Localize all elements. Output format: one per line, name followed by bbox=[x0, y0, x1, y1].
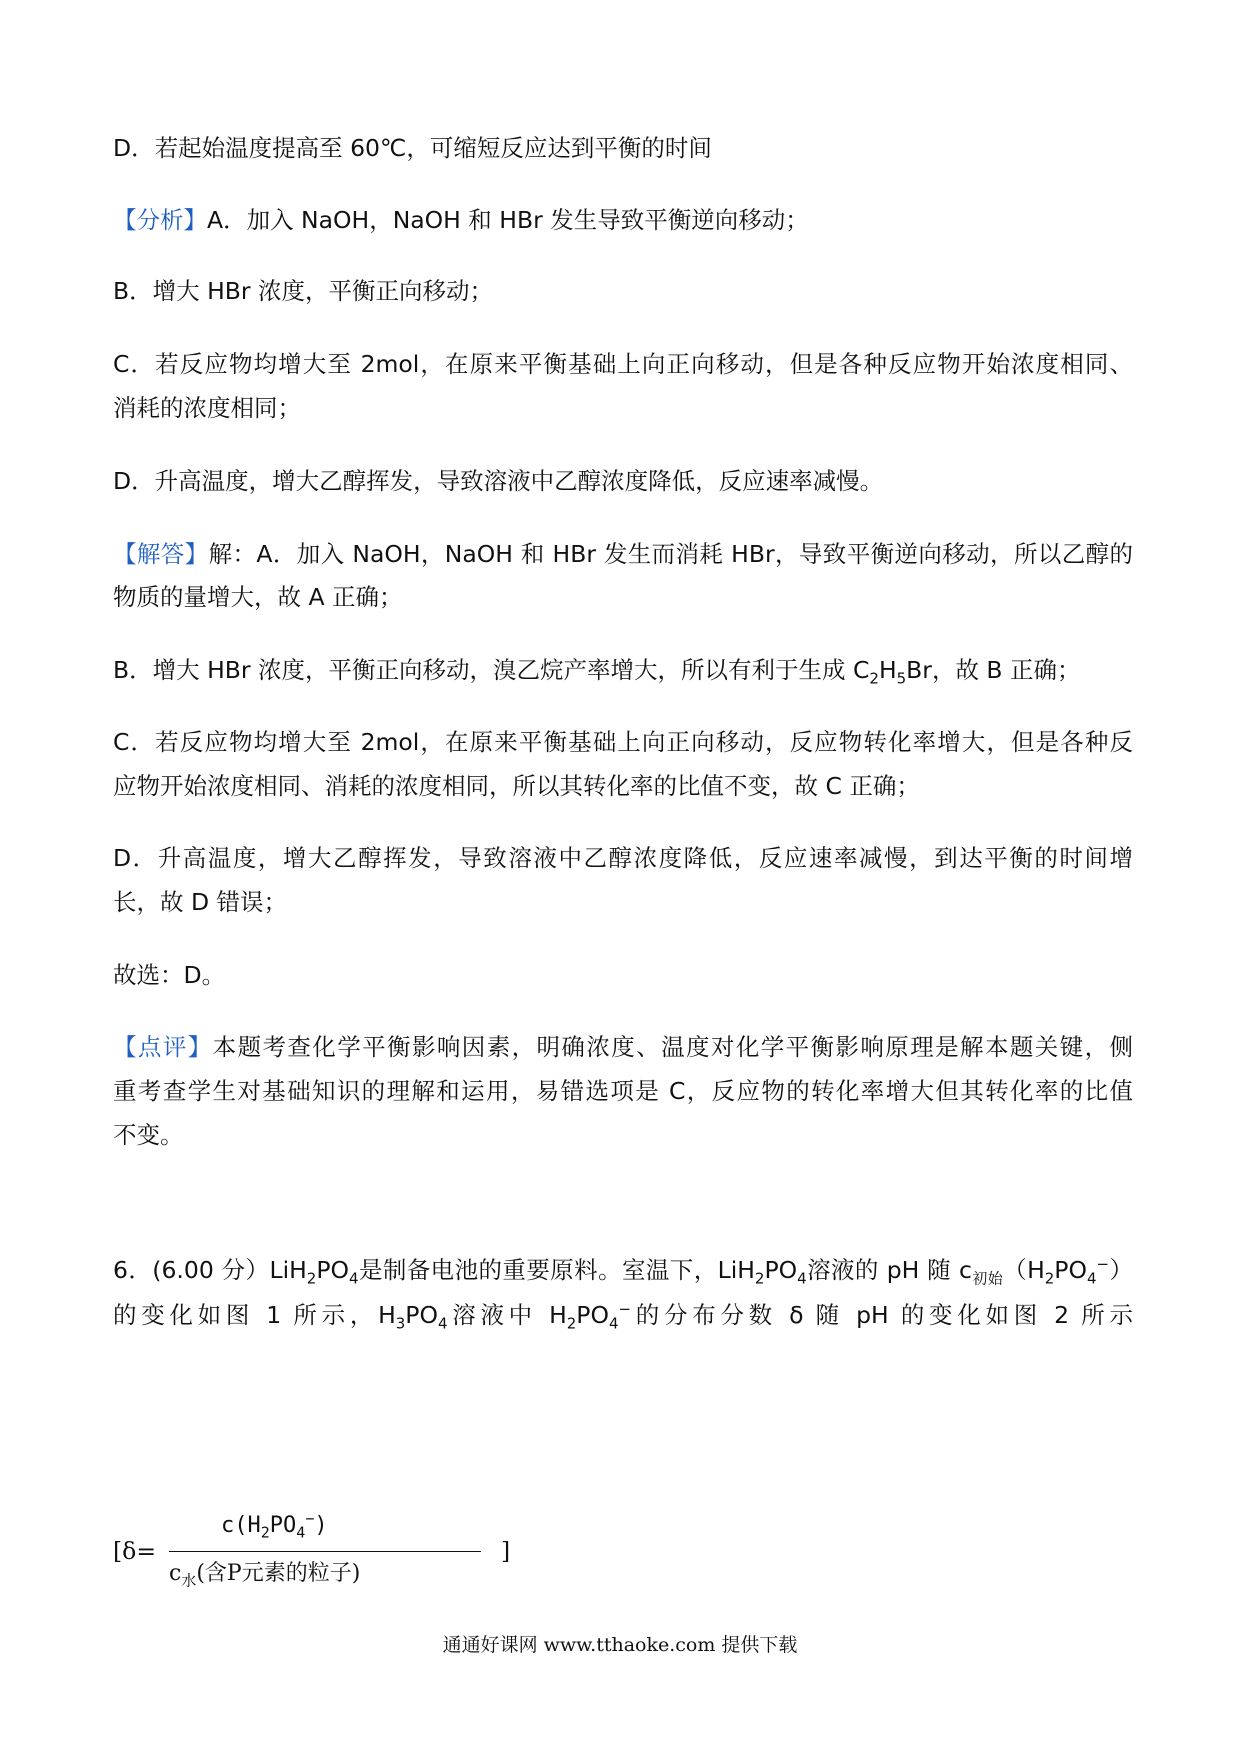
answer-line-1: 【解答】解：A．加入 NaOH，NaOH 和 HBr 发生而消耗 HBr，导致平衡逆向移动，所以乙醇的 bbox=[113, 540, 1134, 568]
formula-denominator: $c_水$(含P元素的粒子) bbox=[169, 1561, 361, 1590]
delta-formula bbox=[113, 1509, 533, 1590]
analysis-line-4: D．升高温度，增大乙醇挥发，导致溶液中乙醇浓度降低，反应速率减慢。 bbox=[113, 467, 884, 495]
comment-line-3: 不变。 bbox=[113, 1121, 184, 1149]
fraction-bar bbox=[169, 1551, 481, 1552]
question-6-line-2: 的变化如图 1 所示，$H_3PO_4$溶液中 $H_2PO_4^-$的分布分数 δ 随 pH 的变化如图 2 所示 bbox=[113, 1300, 1133, 1333]
analysis-line-3: C．若反应物均增大至 2mol，在原来平衡基础上向正向移动，但是各种反应物开始浓度相同、 bbox=[113, 350, 1133, 378]
formula-left-bracket: [δ= bbox=[113, 1537, 157, 1565]
answer-line-4: D．升高温度，增大乙醇挥发，导致溶液中乙醇浓度降低，反应速率减慢，到达平衡的时间增 bbox=[113, 844, 1133, 872]
answer-line-2: B．增大 HBr 浓度，平衡正向移动，溴乙烷产率增大，所以有利于生成 $C_2H_5Br$，故 B 正确； bbox=[113, 656, 1081, 688]
analysis-line-3-cont: 消耗的浓度相同； bbox=[113, 394, 301, 422]
answer-line-3-cont: 应物开始浓度相同、消耗的浓度相同，所以其转化率的比值不变，故 C 正确； bbox=[113, 772, 920, 800]
comment-line-1: 【点评】本题考查化学平衡影响因素，明确浓度、温度对化学平衡影响原理是解本题关键，侧 bbox=[113, 1033, 1134, 1061]
page-footer: 通通好课网 www.tthaoke.com 提供下载 bbox=[442, 1634, 798, 1656]
option-d-line: D．若起始温度提高至 60℃，可缩短反应达到平衡的时间 bbox=[113, 134, 712, 162]
analysis-tag: 【分析】 bbox=[113, 206, 207, 234]
answer-line-1-cont: 物质的量增大，故 A 正确； bbox=[113, 583, 403, 611]
analysis-line-1: 【分析】A．加入 NaOH，NaOH 和 HBr 发生导致平衡逆向移动； bbox=[113, 206, 809, 234]
answer-tag: 【解答】 bbox=[113, 540, 209, 568]
comment-line-2: 重考查学生对基础知识的理解和运用，易错选项是 C，反应物的转化率增大但其转化率的比值 bbox=[113, 1077, 1133, 1105]
answer-choice: 故选：D。 bbox=[113, 961, 226, 989]
formula-right-bracket: ] bbox=[501, 1537, 511, 1565]
answer-line-3: C．若反应物均增大至 2mol，在原来平衡基础上向正向移动，反应物转化率增大，但是各种反 bbox=[113, 728, 1133, 756]
question-6-line-1: 6．(6.00 分）$LiH_2PO_4$是制备电池的重要原料。室温下，$LiH_2PO_4$溶液的 pH 随 $c_{初始}(H_2PO_4^-)$ bbox=[113, 1255, 1134, 1288]
answer-line-4-cont: 长，故 D 错误； bbox=[113, 888, 288, 916]
comment-tag: 【点评】 bbox=[113, 1033, 213, 1061]
formula-numerator: $c(H_2PO_4^-)$ bbox=[221, 1509, 328, 1542]
analysis-line-2: B．增大 HBr 浓度，平衡正向移动； bbox=[113, 277, 494, 305]
